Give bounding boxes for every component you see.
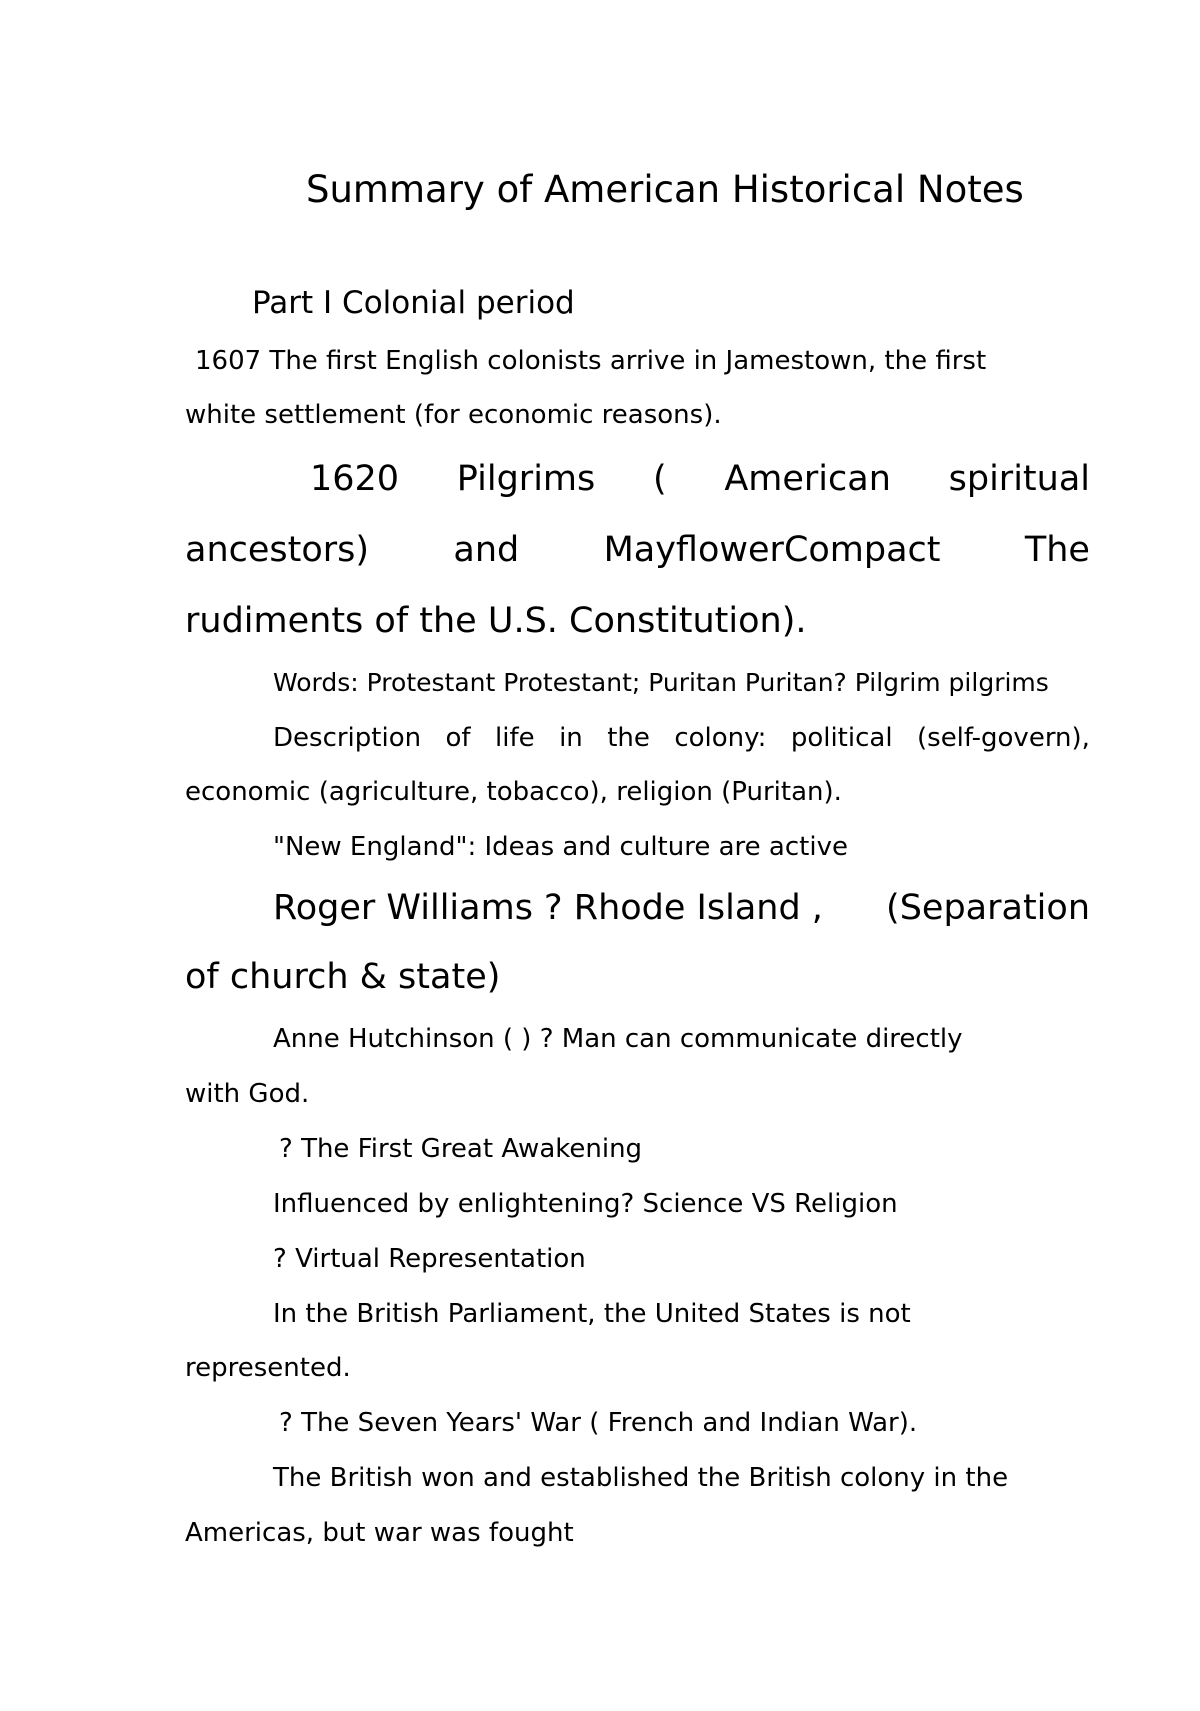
roger-williams-text: Roger Williams ? Rhode Island , — [273, 888, 823, 928]
paragraph-1620-line1 — [185, 459, 1090, 499]
paragraph-1620-word: ancestors) — [185, 530, 370, 570]
anne-hutchinson-line1: Anne Hutchinson ( ) ? Man can communicate directly — [273, 1024, 963, 1054]
life-word: colony: — [674, 723, 767, 753]
influenced-line: Influenced by enlightening? Science VS Religion — [273, 1189, 898, 1219]
life-word: life — [495, 723, 535, 753]
roger-williams-text: (Separation — [886, 888, 1090, 928]
life-description-line2: economic (agriculture, tobacco), religion (Puritan). — [185, 777, 842, 807]
part-heading: Part I Colonial period — [252, 285, 575, 321]
paragraph-1620-line2 — [185, 530, 1090, 570]
document-title: Summary of American Historical Notes — [306, 168, 1024, 211]
roger-williams-line2: of church & state) — [185, 957, 501, 997]
paragraph-1620-word: Pilgrims — [456, 459, 596, 499]
life-word: Description — [273, 723, 422, 753]
parliament-line2: represented. — [185, 1353, 351, 1383]
anne-hutchinson-line2: with God. — [185, 1079, 310, 1109]
paragraph-1620-word: 1620 — [310, 459, 400, 499]
great-awakening-line: ? The First Great Awakening — [279, 1134, 643, 1164]
paragraph-1620-word: American — [724, 459, 891, 499]
paragraph-1620-word: spiritual — [948, 459, 1090, 499]
words-line: Words: Protestant Protestant; Puritan Puritan? Pilgrim pilgrims — [273, 668, 1049, 697]
life-word: political — [790, 723, 893, 753]
life-word: the — [607, 723, 650, 753]
life-description-line1 — [185, 723, 1090, 753]
british-won-line1: The British won and established the British colony in the — [273, 1463, 1009, 1493]
paragraph-1620-line3: rudiments of the U.S. Constitution). — [185, 601, 807, 641]
parliament-line1: In the British Parliament, the United States is not — [273, 1299, 911, 1329]
british-won-line2: Americas, but war was fought — [185, 1518, 574, 1548]
virtual-representation-line: ? Virtual Representation — [273, 1244, 586, 1274]
roger-williams-line1 — [185, 888, 1090, 928]
life-word: (self-govern), — [917, 723, 1090, 753]
paragraph-1620-word: ( — [652, 459, 667, 499]
paragraph-1607-line1: 1607 The first English colonists arrive in Jamestown, the first — [195, 346, 987, 376]
life-word: of — [445, 723, 471, 753]
life-word: in — [559, 723, 583, 753]
seven-years-war-line: ? The Seven Years' War ( French and Indian War). — [279, 1408, 918, 1438]
paragraph-1620-word: The — [1024, 530, 1090, 570]
paragraph-1620-word: MayflowerCompact — [603, 530, 941, 570]
new-england-line: "New England": Ideas and culture are active — [273, 832, 848, 862]
paragraph-1620-word: and — [453, 530, 520, 570]
paragraph-1607-line2: white settlement (for economic reasons). — [185, 400, 722, 430]
